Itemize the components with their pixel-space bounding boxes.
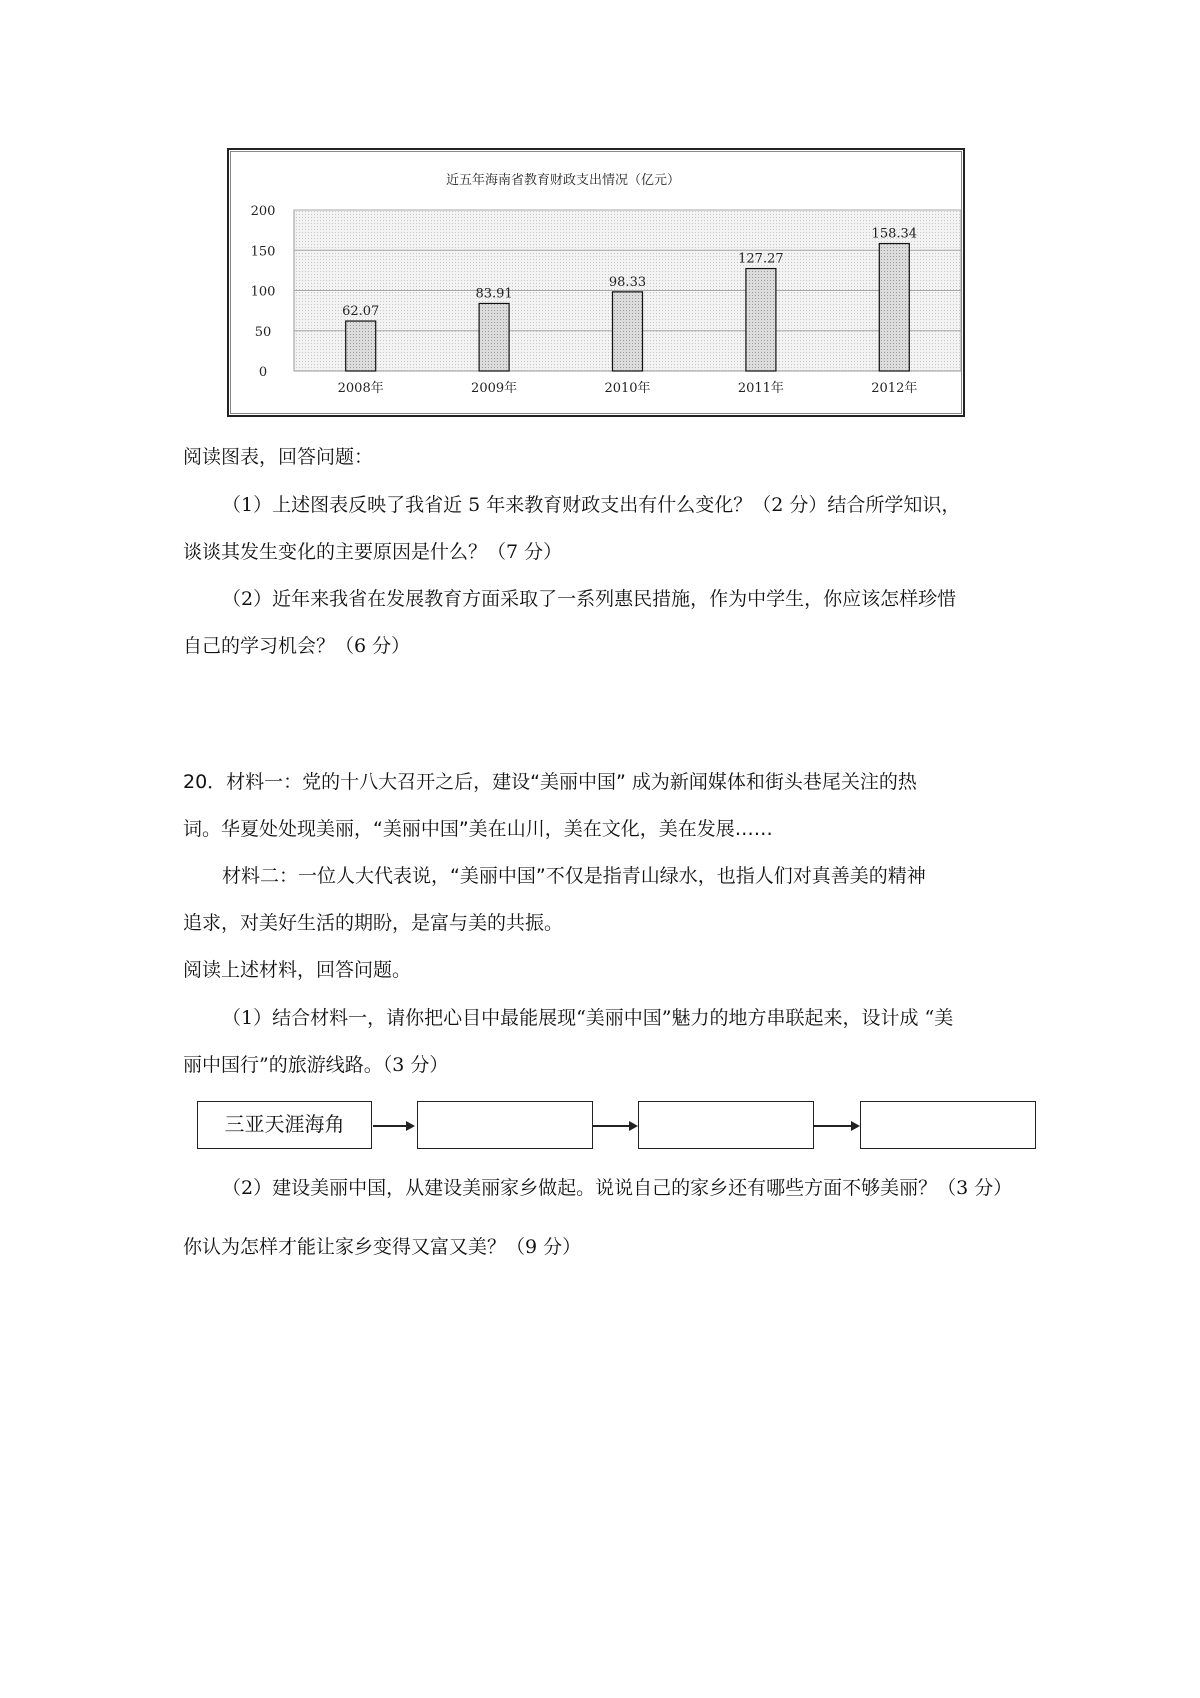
- bar: [346, 321, 376, 371]
- q20-part2-line1: （2）建设美丽中国，从建设美丽家乡做起。说说自己的家乡还有哪些方面不够美丽？（3 分）: [222, 1177, 1013, 1199]
- q19-part1-line2: 谈谈其发生变化的主要原因是什么？（7 分）: [183, 541, 563, 563]
- y-tick-label: 200: [250, 204, 276, 219]
- y-tick-label: 50: [254, 324, 272, 340]
- q19-part2-line1: （2）近年来我省在发展教育方面采取了一系列惠民措施，作为中学生，你应该怎样珍惜: [222, 588, 957, 610]
- q20-material1-line1: 20．材料一：党的十八大召开之后，建设“美丽中国” 成为新闻媒体和街头巷尾关注的热: [183, 771, 917, 793]
- y-tick-label: 150: [250, 244, 276, 260]
- data-label: 98.33: [608, 274, 647, 290]
- route-arrow-1: [373, 1125, 413, 1127]
- data-label: 127.27: [738, 251, 784, 267]
- route-box-1: [197, 1101, 372, 1149]
- bar: [479, 303, 509, 371]
- data-label: 83.91: [475, 286, 513, 302]
- q20-material2-line2: 追求，对美好生活的期盼，是富与美的共振。: [183, 912, 564, 934]
- route-arrow-2: [593, 1125, 636, 1127]
- route-box-2[interactable]: [417, 1101, 593, 1149]
- chart-title: 近五年海南省教育财政支出情况（亿元）: [445, 173, 681, 188]
- bar-chart: [229, 150, 967, 419]
- q20-material1-line2: 词。华夏处处现美丽，“美丽中国”美在山川，美在文化，美在发展……: [183, 818, 773, 840]
- chart-frame: [227, 148, 965, 417]
- route-box-4[interactable]: [860, 1101, 1036, 1149]
- x-tick-label: 2010年: [604, 381, 651, 396]
- q19-part1-line1: （1）上述图表反映了我省近 5 年来教育财政支出有什么变化？（2 分）结合所学知识，: [222, 494, 961, 516]
- q20-part2-line2: 你认为怎样才能让家乡变得又富又美？（9 分）: [183, 1236, 582, 1258]
- q20-part1-line1: （1）结合材料一，请你把心目中最能展现“美丽中国”魅力的地方串联起来，设计成 “美: [222, 1007, 954, 1029]
- y-tick-label: 0: [258, 365, 268, 380]
- x-tick-label: 2011年: [737, 381, 784, 396]
- q20-intro: 阅读上述材料，回答问题。: [183, 959, 412, 981]
- bar: [879, 244, 909, 371]
- data-label: 158.34: [871, 226, 918, 242]
- x-tick-label: 2012年: [871, 381, 918, 396]
- route-box-1-label: 三亚天涯海角: [224, 1112, 345, 1136]
- route-box-3[interactable]: [638, 1101, 814, 1149]
- q20-part1-line2: 丽中国行”的旅游线路。（3 分）: [183, 1054, 449, 1076]
- y-tick-label: 100: [250, 284, 276, 300]
- bar: [613, 292, 643, 371]
- route-arrow-3: [814, 1125, 858, 1127]
- q19-intro: 阅读图表，回答问题：: [183, 446, 374, 468]
- q20-material2-line1: 材料二：一位人大代表说，“美丽中国”不仅是指青山绿水，也指人们对真善美的精神: [222, 865, 926, 887]
- x-tick-label: 2008年: [337, 381, 384, 396]
- q19-part2-line2: 自己的学习机会？（6 分）: [183, 635, 411, 657]
- bar: [746, 269, 776, 371]
- data-label: 62.07: [342, 304, 380, 320]
- x-tick-label: 2009年: [471, 381, 518, 396]
